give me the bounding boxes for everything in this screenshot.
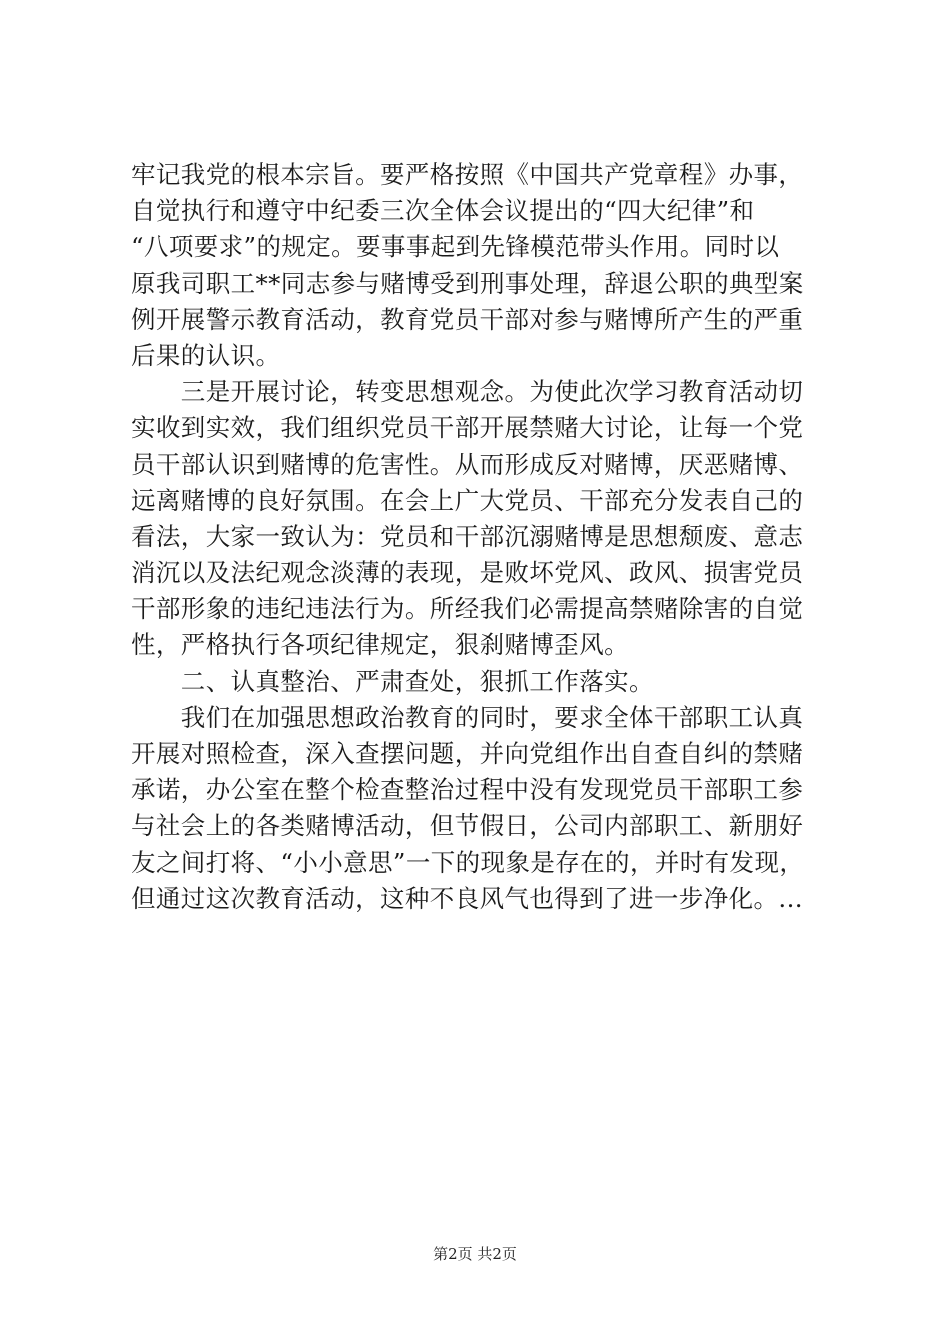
text-line: “八项要求”的规定。要事事起到先锋模范带头作用。同时以 bbox=[131, 232, 780, 262]
text-line: 实收到实效，我们组织党员干部开展禁赌大讨论，让每一个党 bbox=[131, 413, 804, 443]
text-line: 性，严格执行各项纪律规定，狠刹赌博歪风。 bbox=[131, 630, 629, 660]
text-line: 三是开展讨论，转变思想观念。为使此次学习教育活动切 bbox=[131, 377, 804, 407]
text-line: 干部形象的违纪违法行为。所经我们必需提高禁赌除害的自觉 bbox=[131, 594, 804, 624]
text-line: 牢记我党的根本宗旨。要严格按照《中国共产党章程》办事， bbox=[131, 160, 804, 189]
text-line: 原我司职工**同志参与赌博受到刑事处理，辞退公职的典型案 bbox=[131, 268, 804, 298]
section-heading: 二、认真整治、严肃查处，狠抓工作落实。 bbox=[131, 666, 654, 696]
text-line: 友之间打将、“小小意思”一下的现象是存在的，并时有发现， bbox=[131, 847, 805, 877]
text-line: 承诺，办公室在整个检查整治过程中没有发现党员干部职工参 bbox=[131, 775, 804, 805]
text-line: 后果的认识。 bbox=[131, 340, 281, 370]
text-line: 与社会上的各类赌博活动，但节假日，公司内部职工、新朋好 bbox=[131, 811, 804, 841]
text-line: 例开展警示教育活动，教育党员干部对参与赌博所产生的严重 bbox=[131, 304, 804, 334]
text-line: 员干部认识到赌博的危害性。从而形成反对赌博，厌恶赌博、 bbox=[131, 449, 804, 479]
document-body bbox=[131, 157, 831, 917]
text-line: 看法，大家一致认为：党员和干部沉溺赌博是思想颓废、意志 bbox=[131, 521, 804, 551]
text-line: 远离赌博的良好氛围。在会上广大党员、干部充分发表自己的 bbox=[131, 485, 804, 515]
text-line: 消沉以及法纪观念淡薄的表现，是败坏党风、政风、损害党员 bbox=[131, 558, 804, 588]
text-line: 自觉执行和遵守中纪委三次全体会议提出的“四大纪律”和 bbox=[131, 196, 755, 226]
page-number-footer: 第2页 共2页 bbox=[433, 1245, 517, 1263]
text-line: 开展对照检查，深入查摆问题，并向党组作出自查自纠的禁赌 bbox=[131, 739, 804, 768]
text-line: 但通过这次教育活动，这种不良风气也得到了进一步净化。... bbox=[131, 883, 803, 913]
text-line: 我们在加强思想政治教育的同时，要求全体干部职工认真 bbox=[131, 702, 804, 732]
